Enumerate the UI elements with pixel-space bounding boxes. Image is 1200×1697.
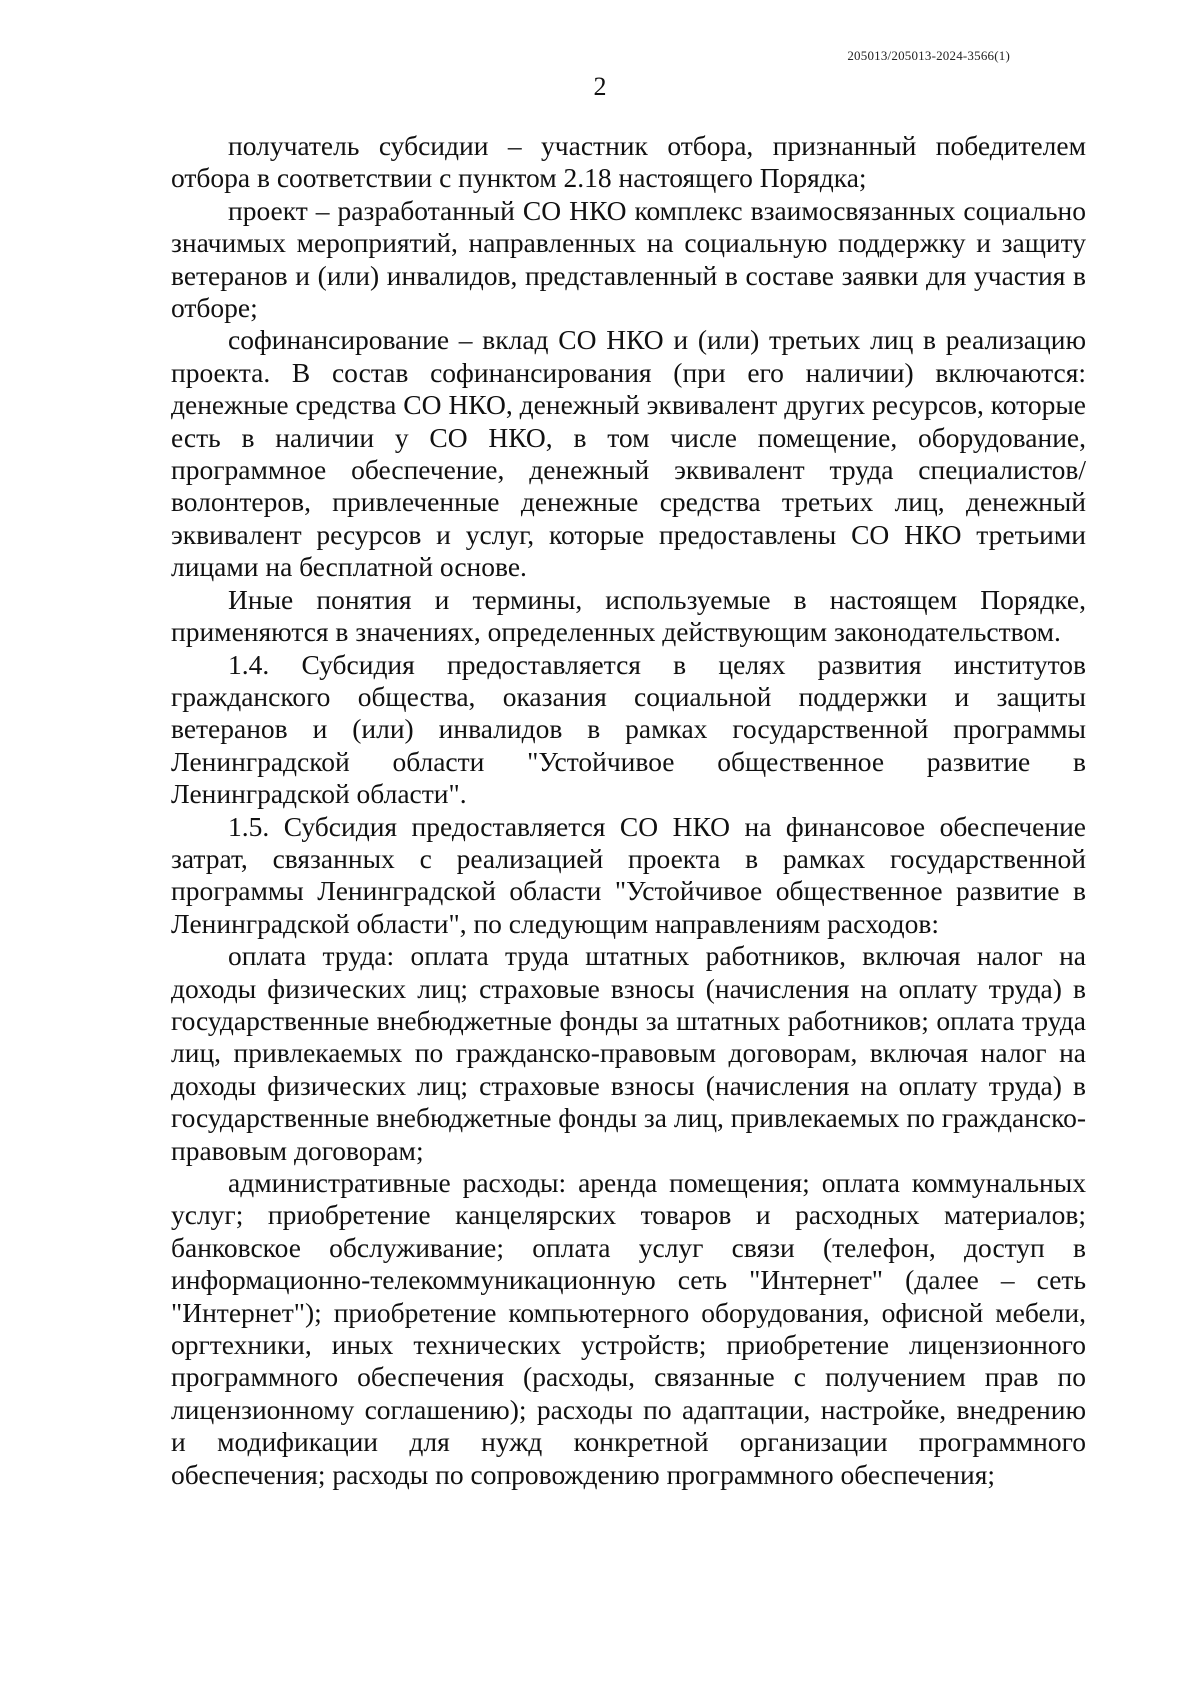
document-body [171, 130, 1086, 1491]
paragraph-recipient-definition: получатель субсидии – участник отбора, признанный победителем отбора в соответствии с пунктом 2.18 настоящего Порядка; [171, 130, 1086, 194]
page-number: 2 [593, 72, 607, 101]
paragraph-other-terms: Иные понятия и термины, используемые в настоящем Порядке, применяются в значениях, определенных действующим законодательством. [171, 583, 1086, 648]
document-id: 205013/205013-2024-3566(1) [847, 48, 1010, 63]
paragraph-labor-costs: оплата труда: оплата труда штатных работников, включая налог на доходы физических лиц; страховые взносы (начисления на оплату труда) в государственные внебюджетные фонды за штатных работников; оплата труда лиц, привлекаемых по гражданско-правовым договорам, включая налог на доходы физических лиц; страховые взносы (начисления на оплату труда) в государственные внебюджетные фонды за лиц, привлекаемых по гражданско-правовым договорам; [171, 940, 1086, 1166]
paragraph-project-definition: проект – разработанный СО НКО комплекс взаимосвязанных социально значимых мероприятий, направленных на социальную поддержку и защиту ветеранов и (или) инвалидов, представленный в составе заявки для участия в отборе; [171, 194, 1086, 324]
paragraph-clause-1-5: 1.5. Субсидия предоставляется СО НКО на финансовое обеспечение затрат, связанных с реализацией проекта в рамках государственной программы Ленинградской области "Устойчивое общественное развитие в Ленинградской области", по следующим направлениям расходов: [171, 810, 1086, 939]
paragraph-clause-1-4: 1.4. Субсидия предоставляется в целях развития институтов гражданского общества, оказания социальной поддержки и защиты ветеранов и (или) инвалидов в рамках государственной программы Ленинградской области "Устойчивое общественное развитие в Ленинградской области". [171, 648, 1086, 810]
paragraph-administrative-costs: административные расходы: аренда помещения; оплата коммунальных услуг; приобретение канцелярских товаров и расходных материалов; банковское обслуживание; оплата услуг связи (телефон, доступ в информационно-телекоммуникационную сеть "Интернет" (далее – сеть "Интернет"); приобретение компьютерного оборудования, офисной мебели, оргтехники, иных технических устройств; приобретение лицензионного программного обеспечения (расходы, связанные с получением прав по лицензионному соглашению); расходы по адаптации, настройке, внедрению и модификации для нужд конкретной организации программного обеспечения; расходы по сопровождению программного обеспечения; [171, 1167, 1086, 1490]
paragraph-cofinancing-definition: софинансирование – вклад СО НКО и (или) третьих лиц в реализацию проекта. В состав софинансирования (при его наличии) включаются: денежные средства СО НКО, денежный эквивалент других ресурсов, которые есть в наличии у СО НКО, в том числе помещение, оборудование, программное обеспечение, денежный эквивалент труда специалистов/волонтеров, привлеченные денежные средства третьих лиц, денежный эквивалент ресурсов и услуг, которые предоставлены СО НКО третьими лицами на бесплатной основе. [171, 324, 1086, 583]
